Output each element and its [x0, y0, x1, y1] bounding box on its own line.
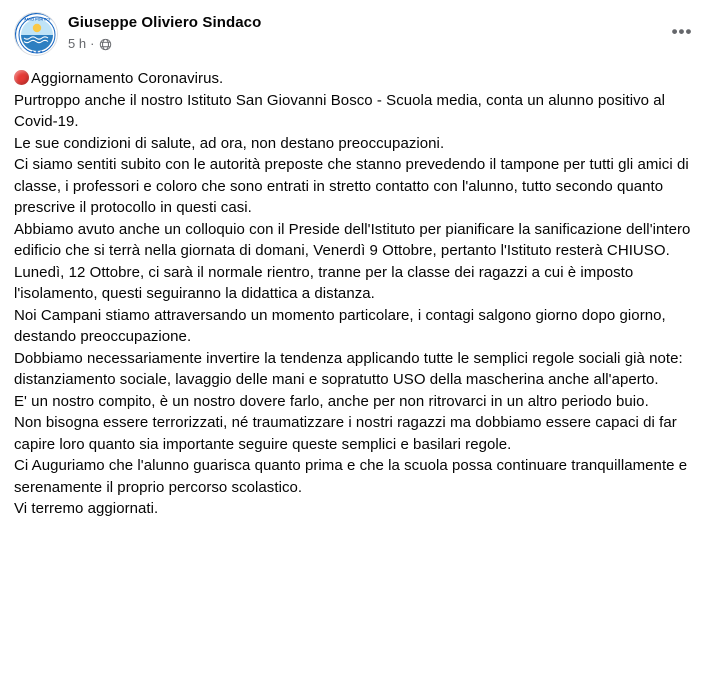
post-paragraph-text: Aggiornamento Coronavirus. [31, 70, 224, 87]
post-paragraph [14, 68, 700, 90]
post-header [14, 10, 700, 62]
post-paragraph: Purtroppo anche il nostro Istituto San Giovanni Bosco - Scuola media, conta un alunno positivo al Covid-19. [14, 91, 666, 130]
post-paragraph: Ci siamo sentiti subito con le autorità preposte che stanno prevedendo il tampone per tutti gli amici di classe, i professori e coloro che sono entrati in stretto contatto con l'alunno, tutto secondo quanto prescrive il protocollo in questi casi. [14, 156, 689, 216]
post-paragraph: Lunedì, 12 Ottobre, ci sarà il normale rientro, tranne per la classe dei ragazzi a cui è imposto l'isolamento, questi seguiranno la didattica a distanza. [14, 263, 634, 302]
more-options-glyph: ••• [671, 22, 693, 41]
post-paragraph: E' un nostro compito, è un nostro dovere farlo, anche per non ritrovarci in un altro periodo buio. [14, 392, 649, 410]
post-paragraph: Vi terremo aggiornati. [14, 500, 159, 517]
post-paragraph: Ci Auguriamo che l'alunno guarisca quanto prima e che la scuola possa continuare tranquillamente e serenamente il proprio percorso scolastico. [14, 457, 688, 496]
post-paragraph: Non bisogna essere terrorizzati, né traumatizzare i nostri ragazzi ma dobbiamo essere capaci di far capire loro quanto sia importante seguire queste semplici e basilari regole. [14, 414, 677, 453]
post-paragraph: Noi Campani stiamo attraversando un momento particolare, i contagi salgono giorno dopo giorno, destando preoccupazione. [14, 306, 666, 345]
svg-text:★ ★ ★: ★ ★ ★ [31, 50, 43, 54]
post-timestamp[interactable]: 5 h [68, 36, 87, 51]
meta-separator: · [90, 36, 95, 51]
more-options-icon[interactable] [666, 16, 698, 48]
post-body [14, 62, 700, 520]
post-meta [68, 36, 261, 52]
post-author-name[interactable]: Giuseppe Oliviero Sindaco [68, 14, 262, 31]
post-paragraph: Dobbiamo necessariamente invertire la tendenza applicando tutte le semplici regole sociali già note: distanziamento sociale, lavaggio delle mani e sopratutto USO della mascherina anche all'aperto. [14, 349, 683, 388]
red-circle-emoji [14, 70, 29, 85]
post-paragraph: Le sue condizioni di salute, ad ora, non destano preoccupazioni. [14, 134, 445, 152]
svg-text:AMICI PORTICI: AMICI PORTICI [24, 17, 50, 22]
post-paragraph: Abbiamo avuto anche un colloquio con il Preside dell'Istituto per pianificare la sanificazione dell'intero edificio che si terrà nella giornata di domani, Venerdì 9 Ottobre, pertanto l'Istituto resterà CHIUSO. [14, 220, 691, 259]
globe-icon[interactable] [99, 38, 112, 51]
post-header-text [68, 12, 261, 52]
avatar[interactable] [14, 12, 58, 56]
